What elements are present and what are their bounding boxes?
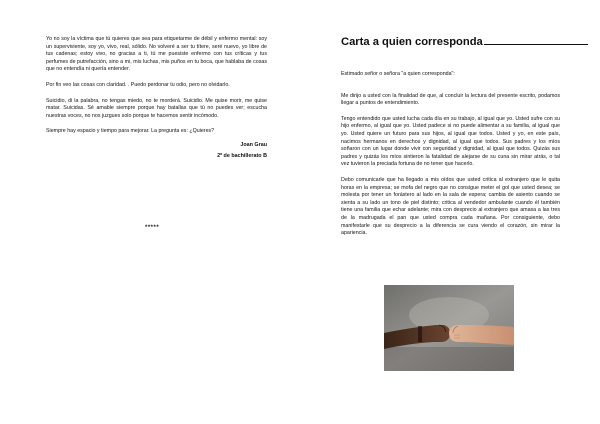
letter-title xyxy=(341,36,560,49)
body-paragraph: Suicidio, di la palabra, no tengas miedo, no te morderá. Suicidio. Me quise morir, me quise matar. Suicidas. Sé amable siempre porque hay batallas que tú no puedes ver; escucha nuestras voces, no nos juzgues solo porque te hacemos sentir incómodo. xyxy=(46,97,267,119)
body-paragraph: Debo comunicarle que ha llegado a mis oídos que usted critica al extranjero que le quita horas en la empresa; se mofa del negro que no consigue meter el gol que usted desea; se molesta por tener un forástero al lado en la sala de espera; cambia de asiento cuando se sienta a su lado un tono de piel distinto; critica al vendedor ambulante cuando él también tiene una familia que echar adelante; mira con desprecio al extranjero que amasa a las tres de la madrugada el pan que usted compra cada mañana. Por consiguiente, debo manifestarle que su desprecio a la diferencia se cura viendo el corazón, sin mirar la apariencia. xyxy=(341,176,560,237)
body-paragraph: Por fin veo las cosas con claridad. . Puedo perdonar tu odio, pero no olvidarlo. xyxy=(46,81,230,88)
left-page xyxy=(46,36,267,160)
letter-title-text: Carta a quien corresponda xyxy=(341,36,483,48)
body-paragraph: Me dirijo a usted con la finalidad de que, al concluir la lectura del presente escrito, podamos llegar a puntos de entendimiento. xyxy=(341,92,560,107)
section-separator: ***** xyxy=(145,225,160,231)
body-paragraph: Tengo entendido que usted lucha cada día en su trabajo, al igual que yo. Usted sufre con su hijo enfermo, al igual que yo. Usted padece si no puede alimentar a su familia, al igual que yo. Usted quiere un futuro para sus hijos, al igual que todos. Usted y yo, en este país, nacimos hermanos en derechos y dignidad, al igual que todos. Sus padres y los míos soñaron con un lugar donde vivir con seguridad y dignidad, al igual que todos. Quizás sus padres y quizás los míos sintieron la fatalidad de alejarse de su cuna sin mirar atrás, o tal vez tuvieron la preciada fortuna de no tener que hacerlo. xyxy=(341,115,560,168)
author-course: 2º de bachillerato B xyxy=(217,152,267,159)
fist-bump-photo xyxy=(384,285,514,371)
letter-greeting: Estimado señor o señora "a quien corresponda": xyxy=(341,71,455,77)
title-underline xyxy=(484,44,588,45)
right-page xyxy=(341,36,560,246)
body-paragraph: Siempre hay espacio y tiempo para mejorar. La pregunta es: ¿Quieres? xyxy=(46,128,215,135)
author-name: Joan Grau xyxy=(240,141,267,148)
body-paragraph: Yo no soy la víctima que tú quieres que sea para etiquetarme de débil y enfermo mental: soy un superviviente, soy yo, vivo, real, sólido. No volveré a ser tu títere, seré nuevo, yo libre de tus cadenas; estoy vivo, no gracias a ti, tú me puesiste enfermo con tus críticas y tus perfumes de putrefacción, sino a mi, mis luchas, mis puños en tu boca, que hablaba de cosas que no entendía ni quería entender. xyxy=(46,36,267,73)
